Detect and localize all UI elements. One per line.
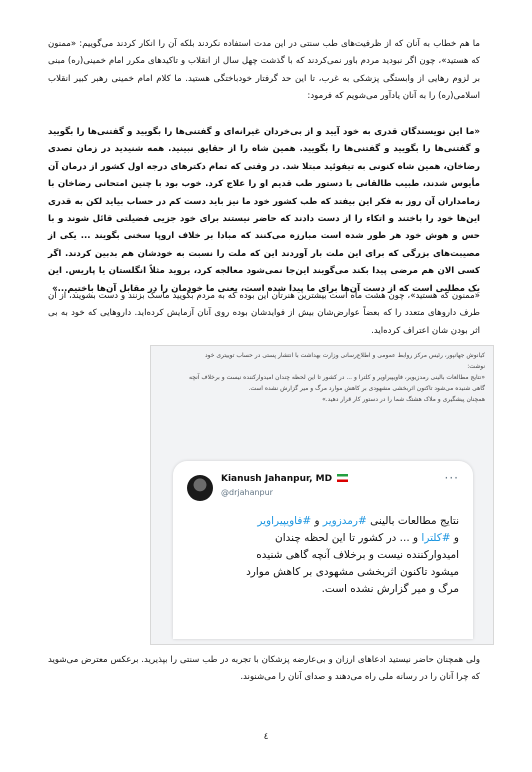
second-paragraph: «ممنون که هستید»، چون هشت ماه است بیشترین هنرتان این بوده که به مردم بگویید ماسک بزنند و دست بشویند، از آن طرف داروهای متعدد را که بعضاً عوارض‌شان بیش از فوایدشان بوده روی آنان آزمایش کرده‌اید. داروهایی که خود به بی اثر بودن شان اعتراف کرده‌اید. bbox=[48, 291, 480, 336]
quote-paragraph: «ما این نویسندگان قدری به خود آیید و از بی‌خردان غیرانه‌ای و گفتنی‌ها را بگویید و گفتنی‌ها را بگویید و گفتنی‌ها را بگویید و گفتنی‌ها را بگویید. همین شاه را از حقایق نبینید. همه شنیدید در زمان تصدی رضاخان، همین شاه کنونی به تیفوئید مبتلا شد. در وقتی که تمام دکترهای درجه اول کشور از درمان آن مأیوس شدند، طبیب طالقانی با دستور طب قدیم او را علاج کرد. خوب بود با چنین امتحانی رضاخان با زمامداران آن روز به فکر این بیفتد که طب کشور خود ما نیز باید دست کم در حساب بیاید لکن به قدری این‌ها خود را باختند و اتکاء را از دست دادند که حاضر نیستند برای خود جزیی فضیلتی قائل شوند و با حس و هوش خود هر طور شده است مبارزه می‌کنند که مبادا بر خلاف اروپا سخنی بگویند ... یکی از مصیبت‌های بزرگی که برای این ملت بار آوردند این که ملت را نسبت به خودشان هم بدبین کردند. اگر کسی الان هم مرضی پیدا بکند می‌گویند این‌جا نمی‌شود معالجه کرد، بروید مثلاً انگلستان یا پاریس. این یک مطلبی است که از دست آن‌ها برای ما پیدا شده است، یعنی ما خودمان را در مقابل آن‌ها باختیم...» bbox=[48, 127, 480, 294]
more-dots-icon: ··· bbox=[444, 471, 459, 485]
tweet-display-name bbox=[221, 474, 348, 484]
tweet-text-segment: نتایج مطالعات بالینی bbox=[366, 515, 459, 527]
page-number: ٤ bbox=[263, 732, 269, 742]
tweet-text-segment: و ... در کشور تا این لحظه چندان bbox=[275, 532, 422, 544]
tweet-text-segment: و bbox=[311, 515, 323, 527]
intro-paragraph: ما هم خطاب به آنان که از ظرفیت‌های طب سنتی در این مدت استفاده نکردند بلکه آن را انکار کردند می‌گوییم: «ممنون که هستید»، چون اگر نبودید مردم باور نمی‌کردند که با گذشت چهل سال از انقلاب و تاکیدهای مکرر امام خمینی(ره) مبنی بر لزوم رهایی از وابستگی پزشکی به غرب، تا این حد گرفتار خودباختگی هستید. ما کلام امام خمینی رهبر کبیر انقلاب اسلامی(ره) را به آنان یادآور می‌شویم که فرمود: bbox=[48, 39, 480, 102]
screenshot-caption bbox=[151, 346, 493, 405]
tweet-handle: @drjahanpur bbox=[221, 488, 273, 497]
closing-paragraph: ولی همچنان حاضر نیستید ادعاهای ارزان و بی‌عارضه پزشکان با تجربه در طب سنتی را بپذیرید. برعکس معترض می‌شوید که چرا آنان را در رسانه ملی راه می‌دهند و صدای آنان را می‌شنوند. bbox=[48, 655, 480, 683]
display-name-text: Kianush Jahanpur, MD bbox=[221, 474, 333, 484]
iran-flag-icon bbox=[337, 474, 348, 482]
caption-line: «نتایج مطالعات بالینی رمدزیویر، فاویپیراویر و کلترا و ... در کشور تا این لحظه چندان امیدوارکننده نیست و برخلاف آنچه bbox=[189, 374, 485, 381]
tweet-body bbox=[187, 513, 459, 598]
tweet-card bbox=[173, 461, 473, 639]
tweet-line bbox=[187, 530, 459, 547]
tweet-line: امیدوارکننده نیست و برخلاف آنچه گاهی شنیده bbox=[256, 549, 459, 561]
tweet-line bbox=[187, 513, 459, 530]
embedded-news-screenshot bbox=[150, 345, 494, 645]
caption-line: نوشت: bbox=[467, 363, 485, 370]
caption-line: گاهی شنیده می‌شود تاکنون اثربخشی مشهودی بر کاهش موارد مرگ و میر گزارش نشده است. bbox=[248, 385, 485, 392]
avatar bbox=[187, 475, 213, 501]
tweet-line: مرگ و میر گزارش نشده است. bbox=[321, 583, 459, 595]
caption-line: کیانوش جهانپور، رئیس مرکز روابط عمومی و اطلاع‌رسانی وزارت بهداشت با انتشار پستی در حساب توییتری خود bbox=[204, 352, 485, 359]
caption-line: همچنان پیشگیری و ملاک هشتگ شما را در دستور کار قرار دهید.» bbox=[322, 396, 485, 403]
tweet-text-segment: و bbox=[450, 532, 459, 544]
tweet-line: میشود تاکنون اثربخشی مشهودی بر کاهش موارد bbox=[246, 566, 459, 578]
hashtag-link[interactable]: #کلترا bbox=[421, 532, 451, 544]
hashtag-link[interactable]: #رمدزویر bbox=[322, 515, 367, 527]
hashtag-link[interactable]: #فاویپیراویر bbox=[257, 515, 312, 527]
